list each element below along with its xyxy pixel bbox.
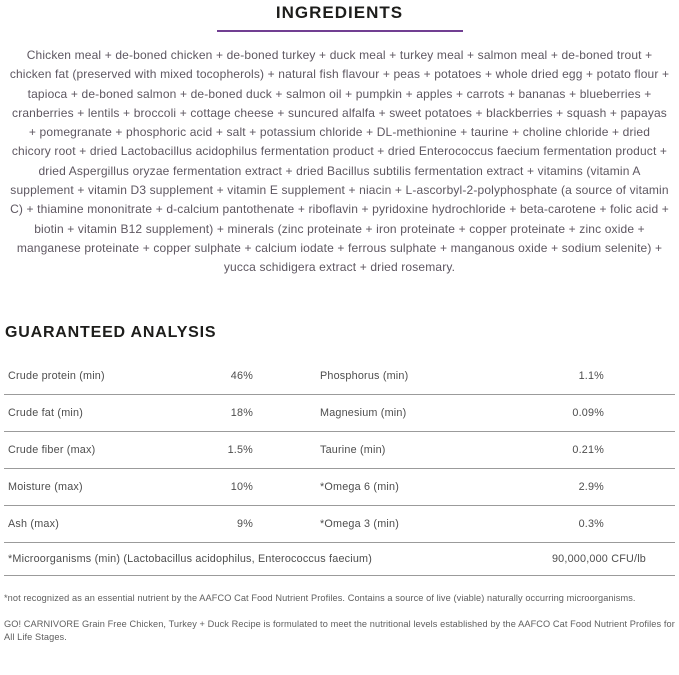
guaranteed-analysis-title: GUARANTEED ANALYSIS — [5, 323, 217, 341]
nutrient-label-left: Crude protein (min) — [8, 369, 105, 382]
guaranteed-analysis-section — [0, 324, 679, 576]
nutrient-label-right: *Omega 6 (min) — [320, 480, 400, 493]
footnote-formulation-statement: GO! CARNIVORE Grain Free Chicken, Turkey + Duck Recipe is formulated to meet the nutritional levels established by the AAFCO Cat Food Nutrient Profiles for All Life Stages. — [4, 618, 675, 642]
title-underline-divider — [217, 30, 463, 32]
ingredients-title: INGREDIENTS — [275, 3, 404, 22]
nutrient-label-left: Ash (max) — [8, 517, 59, 530]
microorganisms-row — [4, 543, 675, 576]
nutrient-value-right: 0.09% — [572, 406, 604, 419]
nutrient-label-left: Crude fiber (max) — [8, 443, 96, 456]
footnote-aafco-nutrient: *not recognized as an essential nutrient by the AAFCO Cat Food Nutrient Profiles. Contains a source of live (viable) naturally occurring microorganisms. — [4, 592, 636, 603]
table-row — [4, 506, 675, 543]
microorganisms-label: *Microorganisms (min) (Lactobacillus acidophilus, Enterococcus faecium) — [8, 552, 373, 565]
ingredients-text: Chicken meal + de-boned chicken + de-boned turkey + duck meal + turkey meal + salmon meal + de-boned trout + chicken fat (preserved with mixed tocopherols) + natural fish flavour + peas + potatoes + whole dried egg + potato flour + tapioca + de-boned salmon + de-boned duck + salmon oil + pumpkin + apples + carrots + bananas + blueberries + cranberries + lentils + broccoli + cottage cheese + suncured alfalfa + sweet potatoes + blackberries + squash + papayas + pomegranate + phosphoric acid + salt + potassium chloride + DL-methionine + taurine + choline chloride + dried chicory root + dried Lactobacillus acidophilus fermentation product + dried Enterococcus faecium fermentation product + dried Aspergillus oryzae fermentation extract + dried Bacillus subtilis fermentation extract + vitamins (vitamin A supplement + vitamin D3 supplement + vitamin E supplement + niacin + L-ascorbyl-2-polyphosphate (a source of vitamin C) + thiamine mononitrate + d-calcium pantothenate + riboflavin + pyridoxine hydrochloride + beta-carotene + folic acid + biotin + vitamin B12 supplement) + minerals (zinc proteinate + iron proteinate + copper proteinate + zinc oxide + manganese proteinate + copper sulphate + calcium iodate + ferrous sulphate + manganous oxide + sodium selenite) + yucca schidigera extract + dried rosemary. — [9, 48, 670, 275]
nutrient-label-right: Magnesium (min) — [320, 406, 407, 419]
nutrient-label-left: Moisture (max) — [8, 480, 83, 493]
nutrient-value-right: 2.9% — [578, 480, 604, 493]
nutrient-label-right: *Omega 3 (min) — [320, 517, 400, 530]
nutrient-value-left: 10% — [230, 480, 253, 493]
table-row — [4, 469, 675, 506]
nutrient-value-left: 18% — [230, 406, 253, 419]
nutrient-label-right: Taurine (min) — [320, 443, 386, 456]
analysis-table — [4, 358, 675, 576]
table-row — [4, 395, 675, 432]
nutrient-label-left: Crude fat (min) — [8, 406, 83, 419]
nutrient-value-left: 1.5% — [227, 443, 253, 456]
ingredients-section — [0, 0, 679, 278]
nutrient-value-right: 0.21% — [572, 443, 604, 456]
nutrient-value-left: 46% — [230, 369, 253, 382]
nutrient-value-right: 1.1% — [578, 369, 604, 382]
nutrient-value-right: 0.3% — [578, 517, 604, 530]
table-row — [4, 358, 675, 395]
nutrient-label-right: Phosphorus (min) — [320, 369, 409, 382]
table-row — [4, 432, 675, 469]
microorganisms-value: 90,000,000 CFU/lb — [551, 552, 646, 565]
nutrient-value-left: 9% — [236, 517, 253, 530]
analysis-table-rows — [4, 358, 675, 543]
